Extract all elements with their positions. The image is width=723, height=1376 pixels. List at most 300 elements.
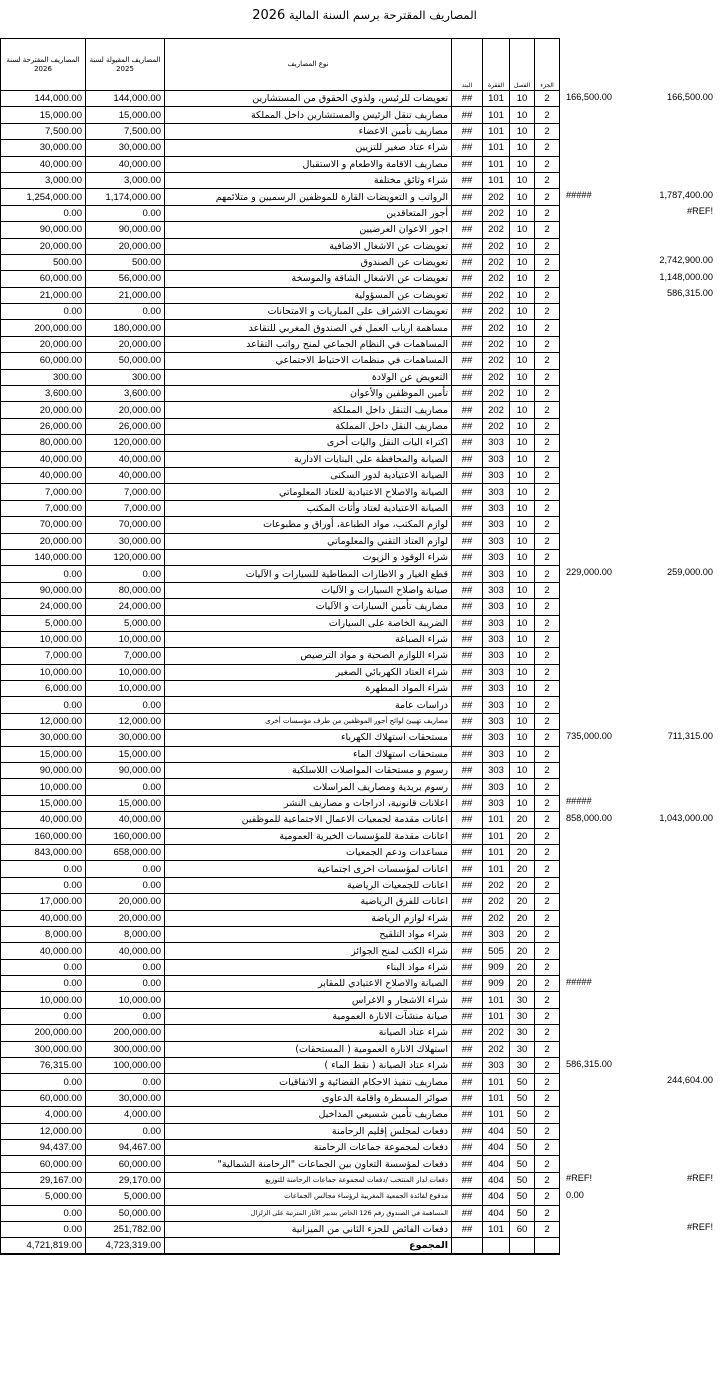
- total-row: [1, 1238, 560, 1255]
- cell-code-1: ##: [452, 894, 483, 910]
- cell-code-4: 2: [535, 517, 560, 533]
- cell-code-4: 2: [535, 681, 560, 697]
- cell-code-4: 2: [535, 238, 560, 254]
- cell-label: مستحقات استهلاك الماء: [165, 746, 452, 762]
- cell-code-4: 2: [535, 1189, 560, 1205]
- cell-code-4: 2: [535, 353, 560, 369]
- table-row: [1, 943, 560, 959]
- cell-code-3: 10: [510, 779, 535, 795]
- cell-code-4: 2: [535, 861, 560, 877]
- cell-code-2: 202: [483, 287, 510, 303]
- table-row: [1, 566, 560, 582]
- table-row: [1, 1041, 560, 1057]
- table-row: [1, 844, 560, 860]
- table-row: [1, 959, 560, 975]
- cell-accepted: 20,000.00: [86, 238, 165, 254]
- cell-code-2: 202: [483, 336, 510, 352]
- cell-accepted: 26,000.00: [86, 418, 165, 434]
- cell-code-3: 10: [510, 664, 535, 680]
- table-row: [1, 812, 560, 828]
- cell-code-2: 202: [483, 254, 510, 270]
- cell-code-4: 2: [535, 992, 560, 1008]
- side-value-left: #####: [566, 189, 592, 200]
- cell-code-1: ##: [452, 1058, 483, 1074]
- cell-accepted: 0.00: [86, 205, 165, 221]
- table-row: [1, 582, 560, 598]
- cell-code-2: 202: [483, 1041, 510, 1057]
- cell-label: مصاريف تأمين الاعضاء: [165, 123, 452, 139]
- cell-code-1: ##: [452, 681, 483, 697]
- side-value-left: 858,000.00: [566, 812, 612, 823]
- cell-proposed: 12,000.00: [1, 1123, 86, 1139]
- cell-label: رسوم و مستحقات المواصلات اللاسلكية: [165, 763, 452, 779]
- cell-label: اعانات للفرق الرياضية: [165, 894, 452, 910]
- cell-proposed: 90,000.00: [1, 763, 86, 779]
- side-value-right: 1,148,000.00: [659, 271, 713, 282]
- cell-code-2: 303: [483, 631, 510, 647]
- side-value-right: 259,000.00: [667, 566, 713, 577]
- table-row: [1, 1205, 560, 1221]
- cell-accepted: 29,170.00: [86, 1172, 165, 1188]
- cell-accepted: 20,000.00: [86, 894, 165, 910]
- cell-code-4: 2: [535, 959, 560, 975]
- cell-code-2: 909: [483, 976, 510, 992]
- cell-accepted: 15,000.00: [86, 795, 165, 811]
- cell-label: مصاريف تأمين السيارات و الآليات: [165, 599, 452, 615]
- side-value-left: 166,500.00: [566, 91, 612, 102]
- cell-accepted: 12,000.00: [86, 713, 165, 729]
- cell-code-2: 202: [483, 402, 510, 418]
- cell-label: أجور المتعاقدين: [165, 205, 452, 221]
- table-row: [1, 304, 560, 320]
- cell-code-4: 2: [535, 369, 560, 385]
- cell-code-1: ##: [452, 1107, 483, 1123]
- cell-code-3: 60: [510, 1221, 535, 1237]
- cell-proposed: 12,000.00: [1, 713, 86, 729]
- cell-proposed: 40,000.00: [1, 910, 86, 926]
- cell-code-3: 10: [510, 681, 535, 697]
- cell-code-1: ##: [452, 959, 483, 975]
- cell-label: المساهمة في الصندوق رقم 126 الخاص بتدبير الآثار المترتبة على الزلزال: [165, 1205, 452, 1221]
- cell-label: شراء وثائق مختلفة: [165, 172, 452, 188]
- cell-code-3: 10: [510, 533, 535, 549]
- cell-proposed: 40,000.00: [1, 467, 86, 483]
- cell-code-3: 30: [510, 1058, 535, 1074]
- cell-proposed: 80,000.00: [1, 435, 86, 451]
- cell-code-3: 20: [510, 894, 535, 910]
- table-row: [1, 1156, 560, 1172]
- table-row: [1, 91, 560, 107]
- cell-code-3: 10: [510, 697, 535, 713]
- cell-code-2: 303: [483, 467, 510, 483]
- cell-proposed: 10,000.00: [1, 664, 86, 680]
- table-row: [1, 238, 560, 254]
- cell-code-1: ##: [452, 844, 483, 860]
- cell-proposed: 26,000.00: [1, 418, 86, 434]
- cell-code-3: 10: [510, 648, 535, 664]
- cell-code-4: 2: [535, 304, 560, 320]
- cell-accepted: 56,000.00: [86, 271, 165, 287]
- table-row: [1, 763, 560, 779]
- cell-code-3: 10: [510, 517, 535, 533]
- cell-proposed: 3,000.00: [1, 172, 86, 188]
- cell-code-1: ##: [452, 1156, 483, 1172]
- cell-accepted: 0.00: [86, 959, 165, 975]
- cell-proposed: 17,000.00: [1, 894, 86, 910]
- cell-code-3: 10: [510, 238, 535, 254]
- cell-code-4: 2: [535, 123, 560, 139]
- cell-proposed: 7,000.00: [1, 484, 86, 500]
- cell-proposed: 0.00: [1, 1205, 86, 1221]
- table-row: [1, 992, 560, 1008]
- cell-code-4: 2: [535, 730, 560, 746]
- cell-code-4: 2: [535, 1221, 560, 1237]
- cell-label: قطع الغيار و الاطارات المطاطية للسيارات و الآليات: [165, 566, 452, 582]
- cell-accepted: 5,000.00: [86, 615, 165, 631]
- cell-proposed: 10,000.00: [1, 631, 86, 647]
- cell-label: شراء اللوازم الصحية و مواد الترصيص: [165, 648, 452, 664]
- cell-proposed: 20,000.00: [1, 533, 86, 549]
- cell-accepted: 500.00: [86, 254, 165, 270]
- table-row: [1, 1140, 560, 1156]
- side-value-left: #####: [566, 976, 592, 987]
- cell-code-3: 20: [510, 844, 535, 860]
- cell-label: شراء مواد التلقيح: [165, 926, 452, 942]
- cell-code-1: ##: [452, 140, 483, 156]
- table-row: [1, 287, 560, 303]
- cell-accepted: 60,000.00: [86, 1156, 165, 1172]
- side-value-left: 735,000.00: [566, 730, 612, 741]
- cell-proposed: 0.00: [1, 959, 86, 975]
- cell-code-3: 10: [510, 484, 535, 500]
- cell-code-1: ##: [452, 943, 483, 959]
- cell-proposed: 500.00: [1, 254, 86, 270]
- total-code-empty: [535, 1238, 560, 1255]
- table-row: [1, 894, 560, 910]
- table-row: [1, 123, 560, 139]
- side-value-right: 1,787,400.00: [659, 189, 713, 200]
- cell-accepted: 7,000.00: [86, 500, 165, 516]
- cell-code-4: 2: [535, 451, 560, 467]
- cell-accepted: 3,000.00: [86, 172, 165, 188]
- cell-label: شراء المواد المطهرة: [165, 681, 452, 697]
- table-row: [1, 1107, 560, 1123]
- cell-code-4: 2: [535, 877, 560, 893]
- cell-accepted: 1,174,000.00: [86, 189, 165, 205]
- side-value-right: 586,315.00: [667, 288, 713, 299]
- cell-proposed: 7,000.00: [1, 648, 86, 664]
- cell-code-1: ##: [452, 1140, 483, 1156]
- cell-accepted: 90,000.00: [86, 222, 165, 238]
- cell-accepted: 10,000.00: [86, 664, 165, 680]
- cell-code-4: 2: [535, 844, 560, 860]
- cell-code-4: 2: [535, 140, 560, 156]
- cell-code-4: 2: [535, 287, 560, 303]
- cell-label: دفعات لمؤسسة التعاون بين الجماعات "الرحامنة الشمالية": [165, 1156, 452, 1172]
- cell-accepted: 15,000.00: [86, 107, 165, 123]
- cell-code-3: 10: [510, 713, 535, 729]
- cell-label: رسوم بريدية ومصاريف المراسلات: [165, 779, 452, 795]
- cell-label: لوازم المكتب، مواد الطباعة، أوراق و مطبوعات: [165, 517, 452, 533]
- cell-label: مصاريف التنقل داخل المملكة: [165, 402, 452, 418]
- cell-code-4: 2: [535, 943, 560, 959]
- cell-accepted: 0.00: [86, 697, 165, 713]
- cell-code-2: 303: [483, 615, 510, 631]
- cell-accepted: 10,000.00: [86, 992, 165, 1008]
- cell-proposed: 0.00: [1, 877, 86, 893]
- cell-code-2: 202: [483, 910, 510, 926]
- cell-proposed: 60,000.00: [1, 353, 86, 369]
- cell-proposed: 0.00: [1, 566, 86, 582]
- cell-proposed: 0.00: [1, 1221, 86, 1237]
- cell-code-4: 2: [535, 1172, 560, 1188]
- cell-label: مصاريف تنفيذ الاحكام القضائية و الاتفاقيات: [165, 1074, 452, 1090]
- cell-code-1: ##: [452, 123, 483, 139]
- cell-code-2: 404: [483, 1140, 510, 1156]
- cell-code-2: 101: [483, 172, 510, 188]
- cell-code-4: 2: [535, 156, 560, 172]
- cell-code-1: ##: [452, 1074, 483, 1090]
- cell-code-2: 101: [483, 844, 510, 860]
- side-value-right: 711,315.00: [667, 730, 713, 741]
- cell-accepted: 120,000.00: [86, 435, 165, 451]
- cell-accepted: 7,000.00: [86, 648, 165, 664]
- cell-accepted: 90,000.00: [86, 763, 165, 779]
- cell-label: مصاريف النقل داخل المملكة: [165, 418, 452, 434]
- cell-code-1: ##: [452, 238, 483, 254]
- cell-code-1: ##: [452, 763, 483, 779]
- cell-code-1: ##: [452, 795, 483, 811]
- cell-code-4: 2: [535, 1205, 560, 1221]
- cell-code-3: 10: [510, 205, 535, 221]
- cell-label: شراء العتاد الكهربائي الصغير: [165, 664, 452, 680]
- cell-code-2: 909: [483, 959, 510, 975]
- cell-code-4: 2: [535, 500, 560, 516]
- total-code-empty: [452, 1238, 483, 1255]
- cell-label: دفعات لمجموعة جماعات الرحامنة: [165, 1140, 452, 1156]
- cell-accepted: 200,000.00: [86, 1025, 165, 1041]
- cell-proposed: 10,000.00: [1, 779, 86, 795]
- header-proposed: المصاريف المقترحة لسنة 2026: [1, 39, 86, 91]
- cell-proposed: 160,000.00: [1, 828, 86, 844]
- cell-accepted: 160,000.00: [86, 828, 165, 844]
- table-body: [1, 91, 560, 1255]
- cell-code-2: 202: [483, 205, 510, 221]
- cell-accepted: 0.00: [86, 861, 165, 877]
- cell-code-1: ##: [452, 386, 483, 402]
- cell-code-3: 30: [510, 1008, 535, 1024]
- cell-code-1: ##: [452, 156, 483, 172]
- cell-code-3: 20: [510, 877, 535, 893]
- cell-accepted: 21,000.00: [86, 287, 165, 303]
- cell-proposed: 15,000.00: [1, 746, 86, 762]
- table-row: [1, 369, 560, 385]
- cell-code-3: 10: [510, 631, 535, 647]
- table-row: [1, 926, 560, 942]
- cell-code-3: 10: [510, 500, 535, 516]
- cell-proposed: 200,000.00: [1, 320, 86, 336]
- cell-code-2: 303: [483, 599, 510, 615]
- cell-code-2: 303: [483, 500, 510, 516]
- cell-code-2: 303: [483, 681, 510, 697]
- cell-proposed: 40,000.00: [1, 943, 86, 959]
- cell-proposed: 90,000.00: [1, 222, 86, 238]
- cell-code-3: 20: [510, 959, 535, 975]
- side-value-left: #####: [566, 796, 592, 807]
- cell-label: دفعات لدار المنتخب /دفعات لمجموعة جماعات الرحامنة للتوزيع: [165, 1172, 452, 1188]
- cell-code-2: 101: [483, 156, 510, 172]
- cell-code-1: ##: [452, 730, 483, 746]
- side-value-right: 244,604.00: [667, 1074, 713, 1085]
- cell-proposed: 6,000.00: [1, 681, 86, 697]
- cell-code-1: ##: [452, 599, 483, 615]
- cell-code-4: 2: [535, 205, 560, 221]
- table-row: [1, 631, 560, 647]
- table-row: [1, 746, 560, 762]
- cell-code-2: 202: [483, 222, 510, 238]
- cell-accepted: 30,000.00: [86, 730, 165, 746]
- cell-label: الصيانة الاعتيادية لعتاد وأثاث المكتب: [165, 500, 452, 516]
- cell-label: اعانات مقدمة لجمعيات الاعمال الاجتماعية للموظفين: [165, 812, 452, 828]
- cell-code-3: 50: [510, 1172, 535, 1188]
- cell-code-1: ##: [452, 877, 483, 893]
- cell-proposed: 8,000.00: [1, 926, 86, 942]
- cell-code-4: 2: [535, 320, 560, 336]
- cell-code-1: ##: [452, 1172, 483, 1188]
- cell-code-1: ##: [452, 369, 483, 385]
- cell-code-4: 2: [535, 1090, 560, 1106]
- cell-code-4: 2: [535, 763, 560, 779]
- cell-proposed: 843,000.00: [1, 844, 86, 860]
- cell-label: مستحقات استهلاك الكهرباء: [165, 730, 452, 746]
- table-row: [1, 320, 560, 336]
- cell-accepted: 40,000.00: [86, 812, 165, 828]
- table-row: [1, 1090, 560, 1106]
- cell-code-4: 2: [535, 418, 560, 434]
- table-row: [1, 205, 560, 221]
- cell-code-4: 2: [535, 1140, 560, 1156]
- cell-accepted: 144,000.00: [86, 91, 165, 107]
- cell-code-3: 10: [510, 254, 535, 270]
- cell-code-2: 303: [483, 566, 510, 582]
- cell-code-4: 2: [535, 976, 560, 992]
- budget-table: [0, 38, 560, 1255]
- cell-accepted: 40,000.00: [86, 943, 165, 959]
- cell-code-4: 2: [535, 435, 560, 451]
- table-row: [1, 353, 560, 369]
- cell-label: الصيانة والاصلاح الاعتيادي للمقابر: [165, 976, 452, 992]
- cell-code-1: ##: [452, 435, 483, 451]
- cell-code-4: 2: [535, 189, 560, 205]
- cell-code-4: 2: [535, 894, 560, 910]
- cell-code-4: 2: [535, 254, 560, 270]
- cell-code-3: 10: [510, 763, 535, 779]
- cell-label: اعانات للجمعيات الرياضية: [165, 877, 452, 893]
- cell-code-4: 2: [535, 1041, 560, 1057]
- cell-accepted: 300,000.00: [86, 1041, 165, 1057]
- cell-code-3: 10: [510, 107, 535, 123]
- cell-label: تعويضات الاشراف على المباريات و الامتحانات: [165, 304, 452, 320]
- cell-code-1: ##: [452, 172, 483, 188]
- header-code-1: البند: [452, 39, 483, 91]
- cell-code-4: 2: [535, 615, 560, 631]
- table-header-row: [1, 39, 560, 91]
- cell-accepted: 0.00: [86, 779, 165, 795]
- cell-code-4: 2: [535, 549, 560, 565]
- cell-code-4: 2: [535, 336, 560, 352]
- cell-code-1: ##: [452, 549, 483, 565]
- cell-code-4: 2: [535, 795, 560, 811]
- cell-code-4: 2: [535, 1156, 560, 1172]
- cell-label: شراء الوقود و الزيوت: [165, 549, 452, 565]
- total-code-empty: [483, 1238, 510, 1255]
- table-row: [1, 681, 560, 697]
- side-value-left: 0.00: [566, 1189, 584, 1200]
- cell-code-3: 10: [510, 549, 535, 565]
- cell-code-2: 303: [483, 763, 510, 779]
- cell-code-3: 30: [510, 1041, 535, 1057]
- cell-code-1: ##: [452, 287, 483, 303]
- side-value-right: 1,043,000.00: [659, 812, 713, 823]
- side-value-right: 166,500.00: [667, 91, 713, 102]
- cell-accepted: 4,000.00: [86, 1107, 165, 1123]
- table-row: [1, 189, 560, 205]
- cell-code-3: 10: [510, 566, 535, 582]
- cell-code-3: 20: [510, 861, 535, 877]
- cell-code-3: 10: [510, 353, 535, 369]
- cell-code-3: 10: [510, 615, 535, 631]
- cell-label: اكتراء اليات النقل واليات أخرى: [165, 435, 452, 451]
- side-value-left: 229,000.00: [566, 566, 612, 577]
- table-row: [1, 615, 560, 631]
- table-row: [1, 386, 560, 402]
- cell-proposed: 5,000.00: [1, 615, 86, 631]
- cell-code-1: ##: [452, 320, 483, 336]
- cell-proposed: 5,000.00: [1, 1189, 86, 1205]
- cell-accepted: 3,600.00: [86, 386, 165, 402]
- cell-proposed: 94,437.00: [1, 1140, 86, 1156]
- cell-code-2: 101: [483, 828, 510, 844]
- cell-accepted: 40,000.00: [86, 467, 165, 483]
- cell-code-2: 303: [483, 435, 510, 451]
- header-code-4: الجزء: [535, 39, 560, 91]
- cell-code-2: 101: [483, 992, 510, 1008]
- cell-code-3: 10: [510, 156, 535, 172]
- cell-code-1: ##: [452, 566, 483, 582]
- cell-code-1: ##: [452, 418, 483, 434]
- cell-code-4: 2: [535, 1025, 560, 1041]
- cell-accepted: 8,000.00: [86, 926, 165, 942]
- cell-code-1: ##: [452, 1041, 483, 1057]
- cell-code-3: 10: [510, 222, 535, 238]
- cell-code-3: 30: [510, 992, 535, 1008]
- cell-code-3: 50: [510, 1140, 535, 1156]
- cell-proposed: 0.00: [1, 205, 86, 221]
- header-accepted: المصاريف المقبولة لسنة 2025: [86, 39, 165, 91]
- cell-proposed: 60,000.00: [1, 1090, 86, 1106]
- cell-label: شراء عتاد الصيانة: [165, 1025, 452, 1041]
- cell-label: استهلاك الانارة العمومية ( المستحقات): [165, 1041, 452, 1057]
- cell-code-4: 2: [535, 746, 560, 762]
- cell-proposed: 30,000.00: [1, 140, 86, 156]
- cell-code-1: ##: [452, 926, 483, 942]
- cell-label: تعويضات عن الاشغال الشاقة والموسخة: [165, 271, 452, 287]
- cell-code-3: 10: [510, 730, 535, 746]
- cell-accepted: 251,782.00: [86, 1221, 165, 1237]
- cell-code-2: 505: [483, 943, 510, 959]
- cell-accepted: 180,000.00: [86, 320, 165, 336]
- cell-label: مصاريف تهييئ لوائح أجور الموظفين من طرف مؤسسات أخرى: [165, 713, 452, 729]
